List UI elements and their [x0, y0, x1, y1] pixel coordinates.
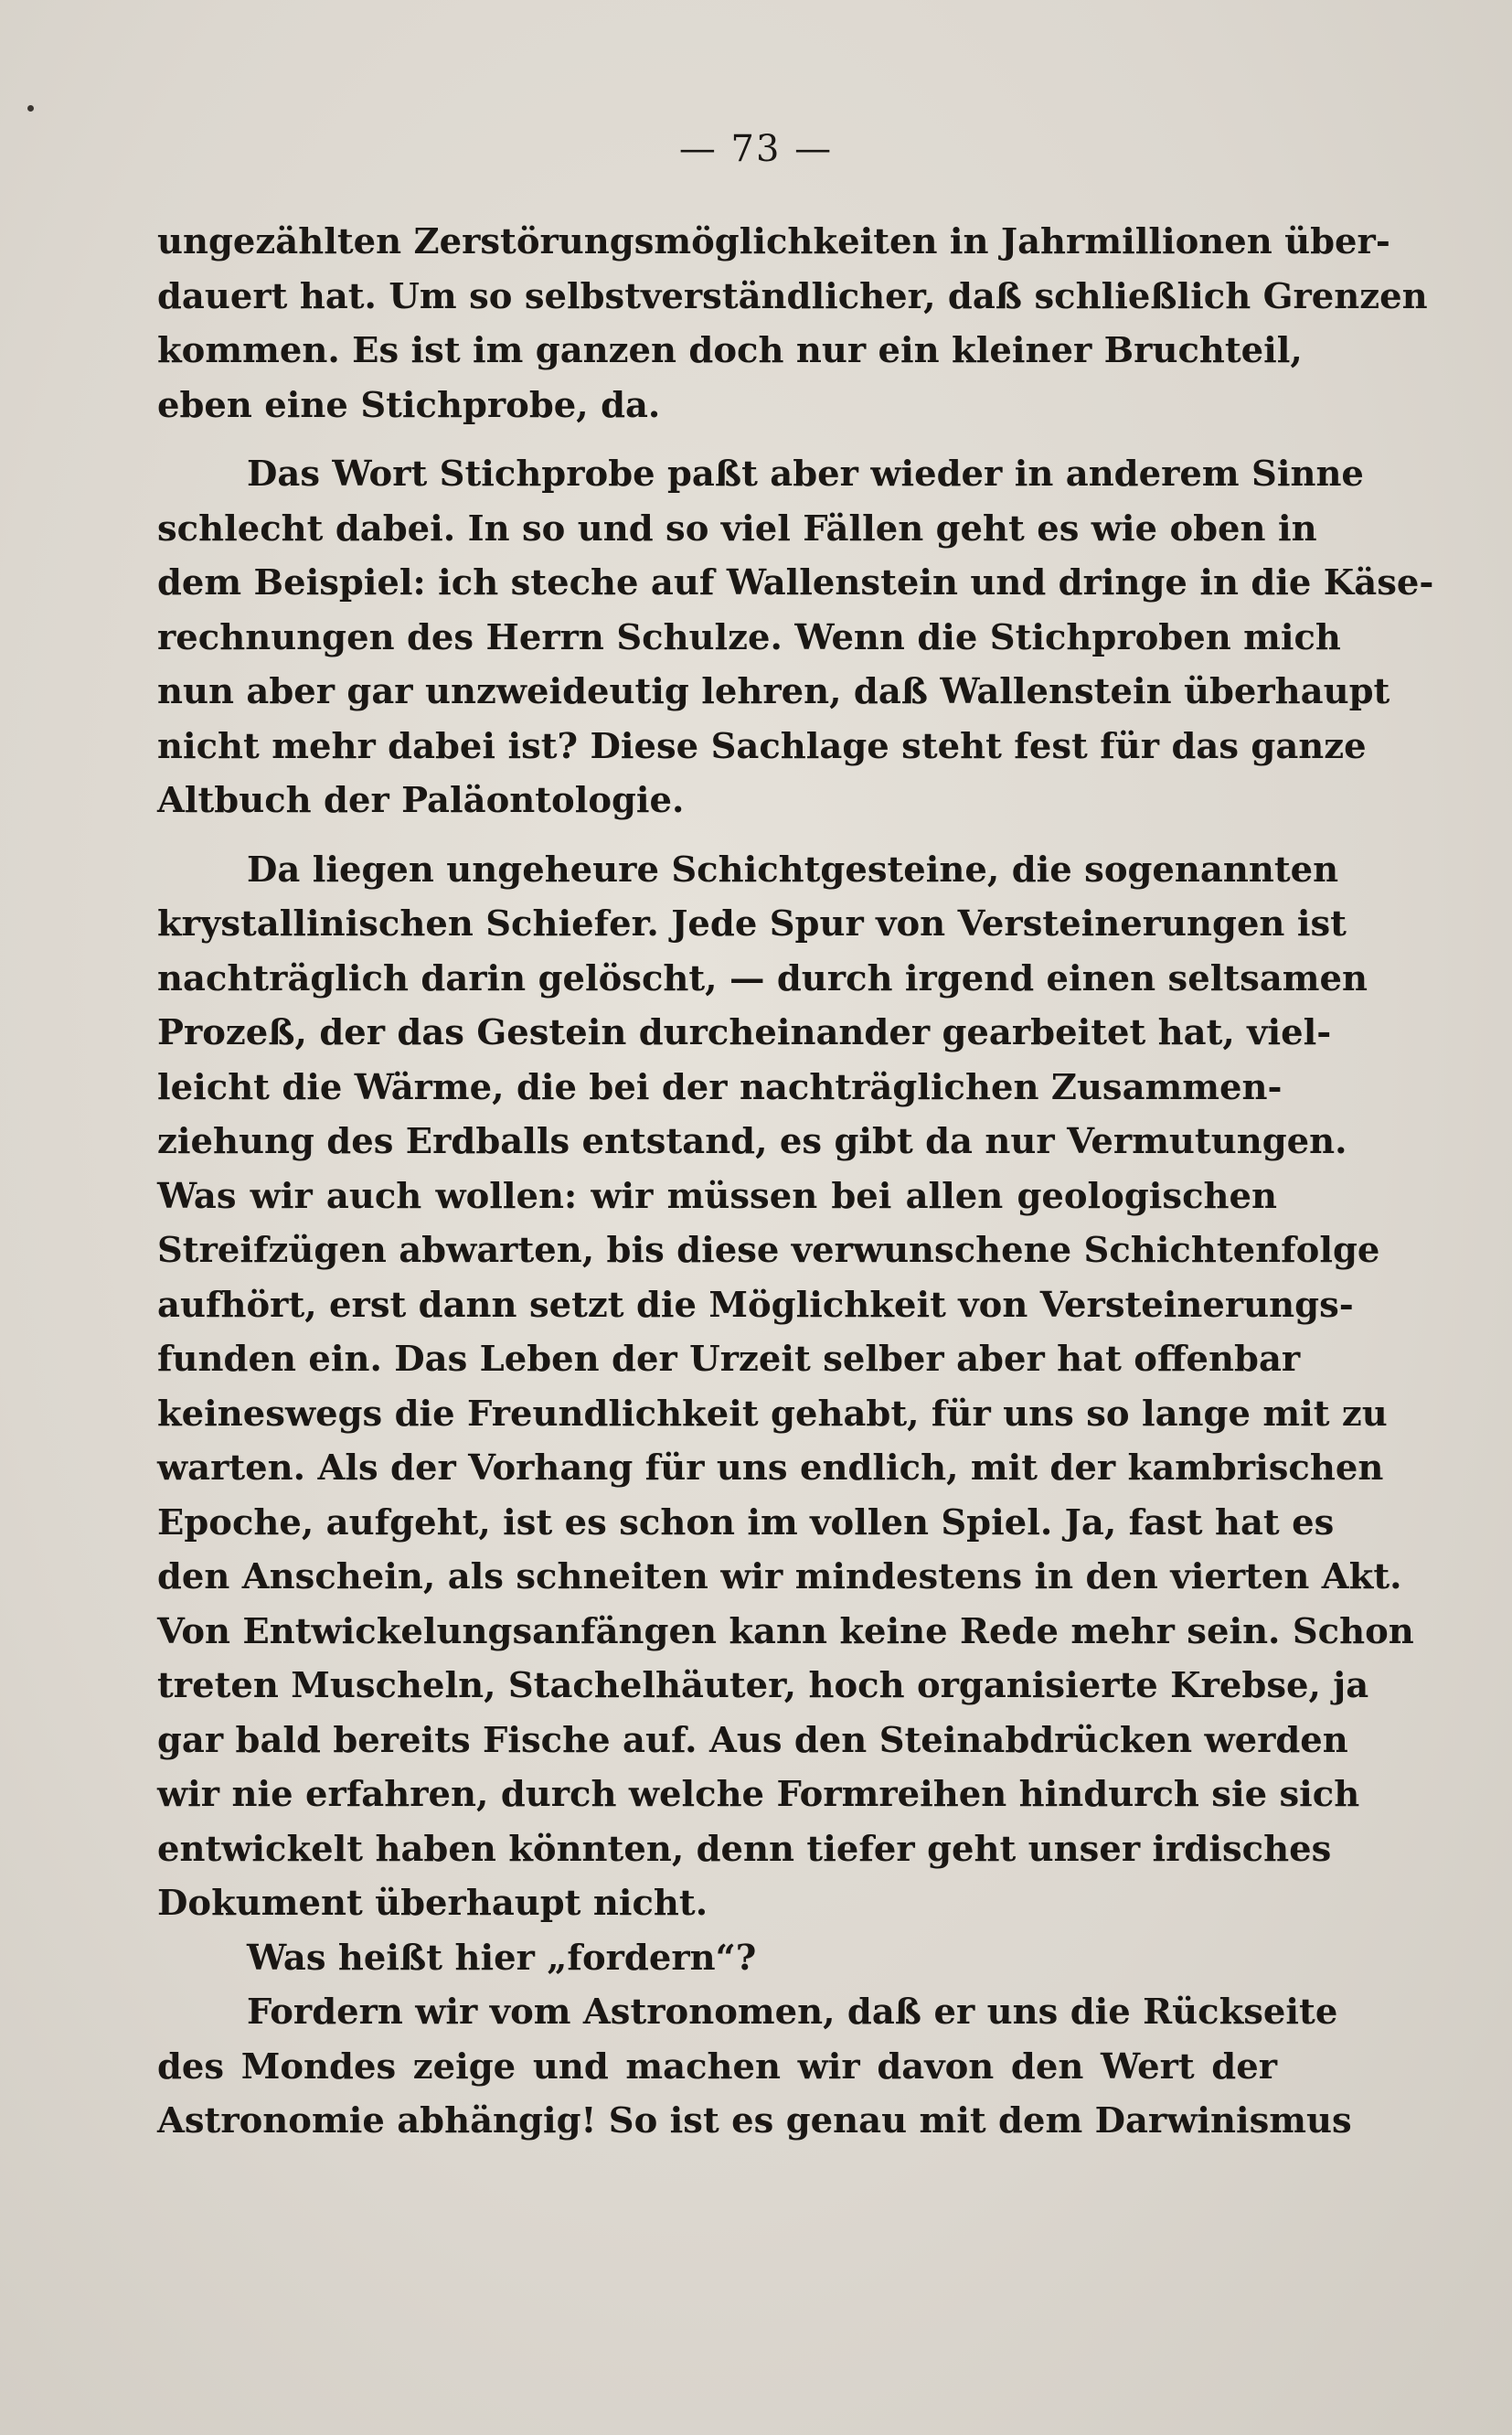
text-line: wir nie erfahren, durch welche Formreihen hindurch sie sich [157, 1774, 1360, 1815]
text-line: leicht die Wärme, die bei der nachträglichen Zusammen- [157, 1066, 1283, 1108]
text-line: gar bald bereits Fische auf. Aus den Steinabdrücken werden [157, 1719, 1348, 1761]
paragraph [157, 1931, 1277, 1986]
text-line: Streifzügen abwarten, bis diese verwunschene Schichtenfolge [157, 1230, 1380, 1271]
text-line: ziehung des Erdballs entstand, es gibt da nur Vermutungen. [157, 1121, 1347, 1162]
text-line: schlecht dabei. In so und so viel Fällen geht es wie oben in [157, 507, 1317, 550]
text-line: Altbuch der Paläontologie. [157, 780, 685, 821]
text-line: kommen. Es ist im ganzen doch nur ein kleiner Bruchteil, [157, 330, 1303, 371]
page-number: — 73 — [678, 128, 834, 170]
text-line: Was heißt hier „fordern“? [247, 1937, 757, 1979]
text-line: warten. Als der Vorhang für uns endlich, mit der kambrischen [157, 1447, 1384, 1489]
text-line: krystallinischen Schiefer. Jede Spur von Versteinerungen ist [157, 903, 1347, 945]
text-line: Das Wort Stichprobe paßt aber wieder in anderem Sinne [247, 454, 1364, 495]
text-line: dauert hat. Um so selbstverständlicher, daß schließlich Grenzen [157, 275, 1428, 317]
text-line: den Anschein, als schneiten wir mindestens in den vierten Akt. [157, 1556, 1402, 1597]
text-line: Fordern wir vom Astronomen, daß er uns die Rückseite [247, 1992, 1338, 2033]
text-line: entwickelt haben könnten, denn tiefer geht unser irdisches [157, 1828, 1332, 1870]
paragraph [157, 447, 1434, 828]
text-line: aufhört, erst dann setzt die Möglichkeit von Versteinerungs- [157, 1284, 1354, 1326]
text-line: keineswegs die Freundlichkeit gehabt, für uns so lange mit zu [157, 1393, 1388, 1435]
text-line: nicht mehr dabei ist? Diese Sachlage steht fest für das ganze [157, 725, 1367, 767]
paragraph [157, 215, 1428, 433]
text-line: dem Beispiel: ich steche auf Wallenstein und dringe in die Käse- [157, 562, 1434, 603]
text-line: rechnungen des Herrn Schulze. Wenn die Stichproben mich [157, 616, 1341, 658]
text-line: funden ein. Das Leben der Urzeit selber aber hat offenbar [157, 1339, 1301, 1380]
text-line: treten Muscheln, Stachelhäuter, hoch organisierte Krebse, ja [157, 1665, 1369, 1706]
text-line: Dokument überhaupt nicht. [157, 1883, 708, 1924]
text-line: nachträglich darin gelöscht, — durch irgend einen seltsamen [157, 957, 1368, 999]
text-line: eben eine Stichprobe, da. [157, 384, 661, 426]
paragraph [157, 843, 1414, 1931]
text-line: Was wir auch wollen: wir müssen bei allen geologischen [157, 1175, 1277, 1217]
text-line: ungezählten Zerstörungsmöglichkeiten in Jahrmillionen über- [157, 221, 1390, 262]
text-line: Prozeß, der das Gestein durcheinander gearbeitet hat, viel- [157, 1012, 1332, 1053]
text-line: Epoche, aufgeht, ist es schon im vollen Spiel. Ja, fast hat es [157, 1501, 1335, 1543]
text-line: Astronomie abhängig! So ist es genau mit dem Darwinismus [157, 2100, 1352, 2141]
text-line: nun aber gar unzweideutig lehren, daß Wallenstein überhaupt [157, 671, 1390, 712]
text-line: Von Entwickelungsanfängen kann keine Rede mehr sein. Schon [157, 1610, 1414, 1652]
text-line: des Mondes zeige und machen wir davon den Wert der [157, 2045, 1277, 2088]
paragraph [157, 1985, 1352, 2149]
ink-speck [27, 105, 34, 112]
body-text [157, 215, 1434, 2149]
text-line: Da liegen ungeheure Schichtgesteine, die sogenannten [247, 849, 1339, 891]
